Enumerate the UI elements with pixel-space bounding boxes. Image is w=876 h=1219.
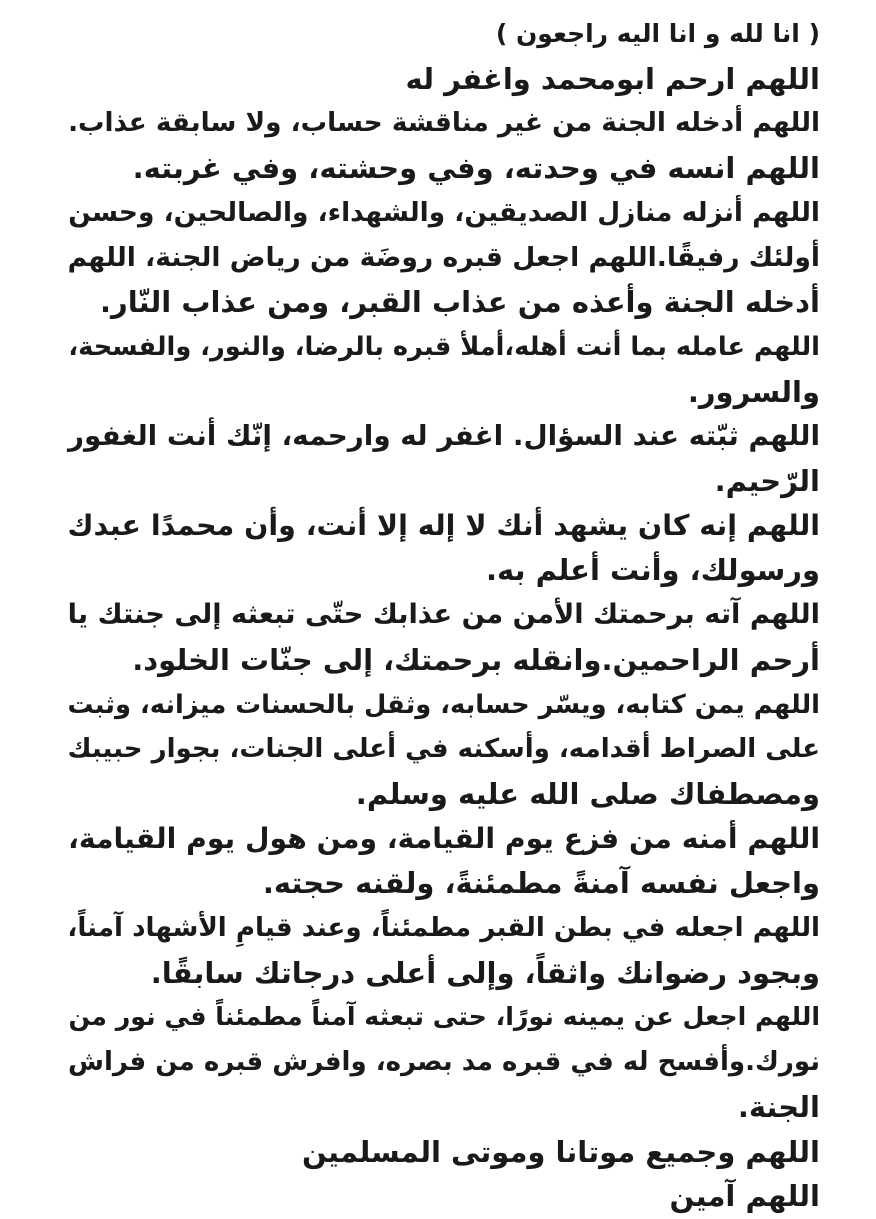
text-line: الرّحيم. (714, 464, 820, 499)
text-line: واجعل نفسه آمنةً مطمئنةً، ولقنه حجته. (262, 866, 820, 901)
text-line: اللهم أنزله منازل الصديقين، والشهداء، والصالحين، وحسن (68, 196, 820, 228)
text-line: أرحم الراحمين.وانقله برحمتك، إلى جنّات الخلود. (132, 642, 820, 677)
text-line: اللهم آمين (669, 1179, 820, 1214)
text-line: نورك.وأفسح له في قبره مد بصره، وافرش قبره من فراش (67, 1047, 820, 1078)
text-line: أدخله الجنة وأعذه من عذاب القبر، ومن عذاب النّار. (99, 285, 820, 320)
text-line: ورسولك، وأنت أعلم به. (486, 553, 820, 588)
text-line: اللهم ثبّته عند السؤال. اغفر له وارحمه، إنّك أنت الغفور (68, 419, 820, 453)
text-line-heading: ( انا لله و انا اليه راجعون ) (495, 19, 820, 48)
text-line: على الصراط أقدامه، وأسكنه في أعلى الجنات، بجوار حبيبك (67, 734, 820, 765)
text-line: اللهم اجعله في بطن القبر مطمئناً، وعند قيامِ الأشهاد آمناً، (67, 913, 820, 944)
text-line: أولئك رفيقًا.اللهم اجعل قبره روضَة من رياض الجنة، اللهم (67, 241, 820, 273)
text-line: الجنة. (737, 1089, 820, 1124)
text-line: اللهم انسه في وحدته، وفي وحشته، وفي غربته. (132, 151, 820, 186)
text-line: اللهم آته برحمتك الأمن من عذابك حتّى تبعثه إلى جنتك يا (67, 599, 820, 631)
text-line: وبجود رضوانك واثقاً، وإلى أعلى درجاتك سابقًا. (150, 955, 820, 990)
text-line: ومصطفاك صلى الله عليه وسلم. (355, 776, 820, 811)
dua-text-block (60, 12, 820, 1219)
text-line: اللهم أمنه من فزع يوم القيامة، ومن هول يوم القيامة، (68, 821, 820, 855)
text-line: اللهم ارحم ابومحمد واغفر له (405, 61, 820, 96)
text-line: اللهم وجميع موتانا وموتى المسلمين (301, 1134, 820, 1169)
text-line: اللهم إنه كان يشهد أنك لا إله إلا أنت، وأن محمدًا عبدك (67, 508, 820, 542)
text-line: والسرور. (687, 374, 820, 409)
text-line: اللهم يمن كتابه، ويسّر حسابه، وثقل بالحسنات ميزانه، وثبت (67, 689, 820, 720)
text-line: اللهم عامله بما أنت أهله،أملأ قبره بالرضا، والنور، والفسحة، (68, 331, 820, 362)
text-line: اللهم أدخله الجنة من غير مناقشة حساب، ولا سابقة عذاب. (68, 108, 820, 139)
text-line: اللهم اجعل عن يمينه نورًا، حتى تبعثه آمناً مطمئناً في نور من (68, 1002, 820, 1032)
